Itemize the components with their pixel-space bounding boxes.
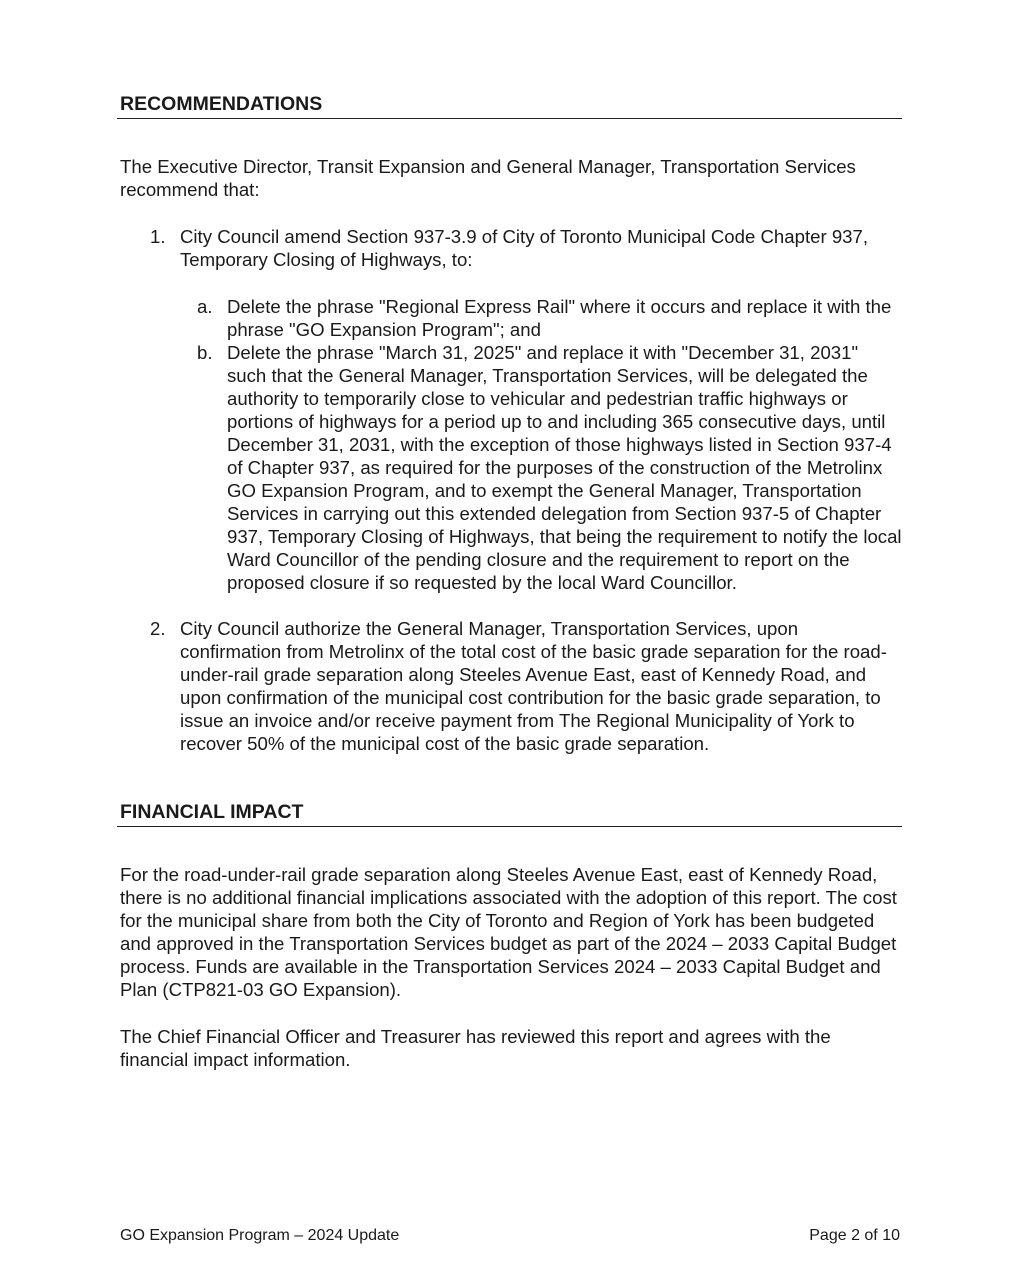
sub-list [180,295,902,594]
recommendations-list [120,225,902,755]
sub-item [180,295,902,341]
recommendation-item [120,225,902,594]
financial-impact-heading: FINANCIAL IMPACT [117,800,902,827]
financial-impact-paragraph: For the road-under-rail grade separation along Steeles Avenue East, east of Kennedy Road, there is no additional financial implications associated with the adoption of this report. The cost for the municipal share from both the City of Toronto and Region of York has been budgeted and approved in the Transportation Services budget as part of the 2024 – 2033 Capital Budget process. Funds are available in the Transportation Services 2024 – 2033 Capital Budget and Plan (CTP821-03 GO Expansion). [120,864,897,1000]
sub-item-letter: a. [197,296,213,317]
page-footer [120,1226,900,1246]
page-number: Page 2 of 10 [809,1227,900,1244]
footer-title: GO Expansion Program – 2024 Update [120,1227,400,1244]
recommendation-number: 2. [150,618,166,639]
sub-item-letter: b. [197,342,213,363]
recommendation-number: 1. [150,226,166,247]
sub-item-text: Delete the phrase "Regional Express Rail" where it occurs and replace it with the phrase "GO Expansion Program"; and [227,296,892,340]
sub-item [180,341,902,594]
recommendations-intro: The Executive Director, Transit Expansion and General Manager, Transportation Services recommend that: [120,156,856,200]
recommendation-text: City Council amend Section 937-3.9 of City of Toronto Municipal Code Chapter 937, Temporary Closing of Highways, to: [180,226,869,270]
recommendations-heading: RECOMMENDATIONS [117,92,902,119]
financial-impact-paragraph: The Chief Financial Officer and Treasurer has reviewed this report and agrees with the financial impact information. [120,1026,831,1070]
recommendation-text: City Council authorize the General Manager, Transportation Services, upon confirmation from Metrolinx of the total cost of the basic grade separation for the road-under-rail grade separation along Steeles Avenue East, east of Kennedy Road, and upon confirmation of the municipal cost contribution for the basic grade separation, to issue an invoice and/or receive payment from The Regional Municipality of York to recover 50% of the municipal cost of the basic grade separation. [180,618,887,754]
recommendation-item [120,617,902,755]
sub-item-text: Delete the phrase "March 31, 2025" and replace it with "December 31, 2031" such that the General Manager, Transportation Services, will be delegated the authority to temporarily close to vehicular and pedestrian traffic highways or portions of highways for a period up to and including 365 consecutive days, until December 31, 2031, with the exception of those highways listed in Section 937-4 of Chapter 937, as required for the purposes of the construction of the Metrolinx GO Expansion Program, and to exempt the General Manager, Transportation Services in carrying out this extended delegation from Section 937-5 of Chapter 937, Temporary Closing of Highways, that being the requirement to notify the local Ward Councillor of the pending closure and the requirement to report on the proposed closure if so requested by the local Ward Councillor. [227,342,902,593]
document-page [120,92,902,1071]
